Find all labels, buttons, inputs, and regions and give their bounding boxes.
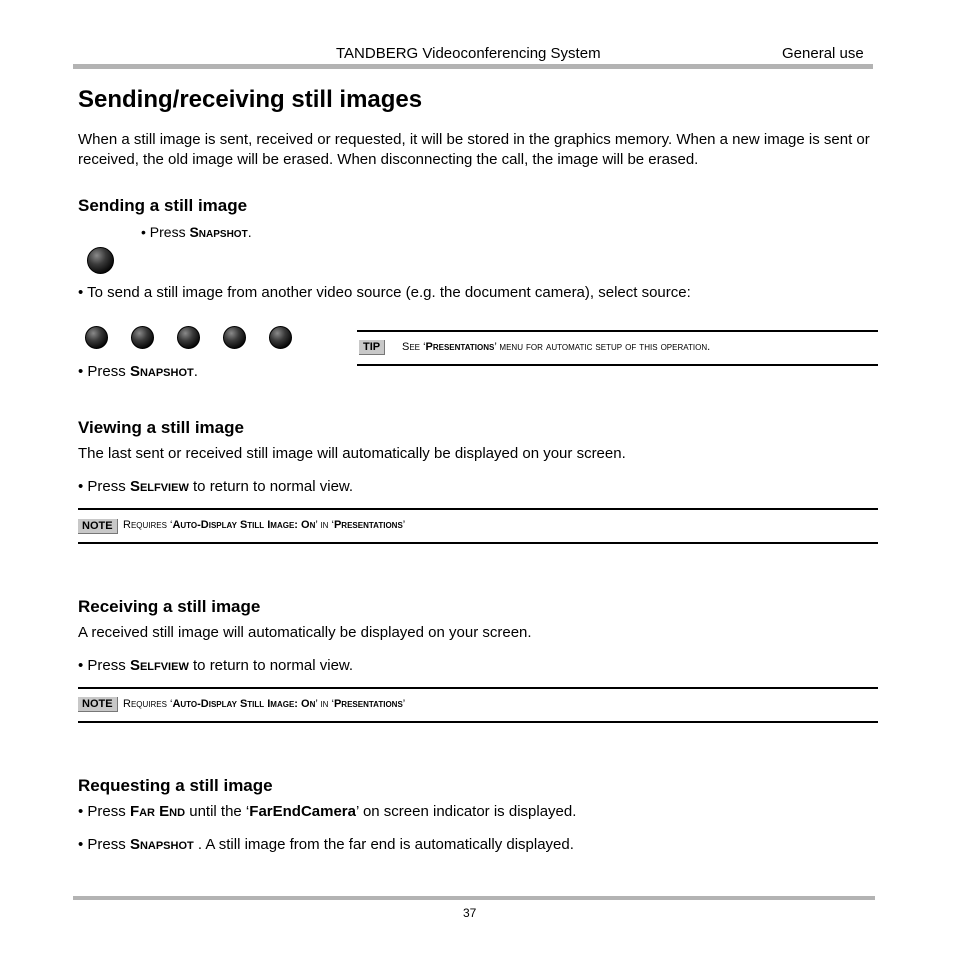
tip-label: TIP <box>359 340 385 355</box>
far-end-key: Far End <box>129 803 186 820</box>
page-title: Sending/receiving still images <box>78 86 423 113</box>
sending-step-press-snapshot-2: • Press Snapshot. <box>78 363 198 380</box>
source-button-icon <box>85 326 108 349</box>
running-header-title: TANDBERG Videoconferencing System <box>336 45 601 62</box>
note-rule-bottom <box>78 721 878 723</box>
far-end-camera-indicator: FarEndCamera <box>249 803 356 820</box>
footer-rule <box>73 896 875 900</box>
source-button-icon <box>177 326 200 349</box>
requesting-bullet-snapshot: • Press Snapshot . A still image from the far end is automatically displayed. <box>78 836 574 853</box>
receiving-bullet: • Press Selfview to return to normal view. <box>78 657 354 674</box>
tip-rule-top <box>357 330 878 332</box>
note-rule-top <box>78 687 878 689</box>
page-number: 37 <box>463 906 477 920</box>
selfview-key: Selfview <box>129 478 189 495</box>
requesting-bullet-far-end: • Press Far End until the ‘FarEndCamera’ on screen indicator is displayed. <box>78 803 577 820</box>
sending-step-press-snapshot: • Press Snapshot. <box>141 224 252 240</box>
heading-sending: Sending a still image <box>78 196 248 215</box>
viewing-text: The last sent or received still image will automatically be displayed on your screen. <box>78 445 626 462</box>
receiving-text: A received still image will automatically be displayed on your screen. <box>78 624 532 641</box>
selfview-key: Selfview <box>129 657 189 674</box>
snapshot-key: Snapshot <box>189 224 248 240</box>
header-rule <box>73 64 873 69</box>
note-rule-top <box>78 508 878 510</box>
snapshot-key: Snapshot <box>129 836 194 853</box>
running-header-section: General use <box>782 45 864 62</box>
heading-requesting: Requesting a still image <box>78 776 273 795</box>
note-text: Requires ‘Auto-Display Still Image: On’ in ‘Presentations’ <box>123 519 406 531</box>
heading-viewing: Viewing a still image <box>78 418 244 437</box>
tip-rule-bottom <box>357 364 878 366</box>
intro-paragraph: When a still image is sent, received or requested, it will be stored in the graphics memory. When a new image is sent or received, the old image will be erased. When disconnecting the call, the image will be erased. <box>78 131 870 168</box>
viewing-bullet: • Press Selfview to return to normal view. <box>78 478 354 495</box>
sending-step-select-source: • To send a still image from another video source (e.g. the document camera), select source: <box>78 284 691 301</box>
note-label: NOTE <box>78 697 118 712</box>
snapshot-button-icon <box>87 247 114 274</box>
source-button-icon <box>269 326 292 349</box>
tip-text: See ‘Presentations’ menu for automatic setup of this operation. <box>402 341 711 353</box>
note-rule-bottom <box>78 542 878 544</box>
source-button-icon <box>223 326 246 349</box>
note-text: Requires ‘Auto-Display Still Image: On’ in ‘Presentations’ <box>123 698 406 710</box>
heading-receiving: Receiving a still image <box>78 597 261 616</box>
snapshot-key: Snapshot <box>129 363 194 380</box>
note-label: NOTE <box>78 519 118 534</box>
source-button-icon <box>131 326 154 349</box>
